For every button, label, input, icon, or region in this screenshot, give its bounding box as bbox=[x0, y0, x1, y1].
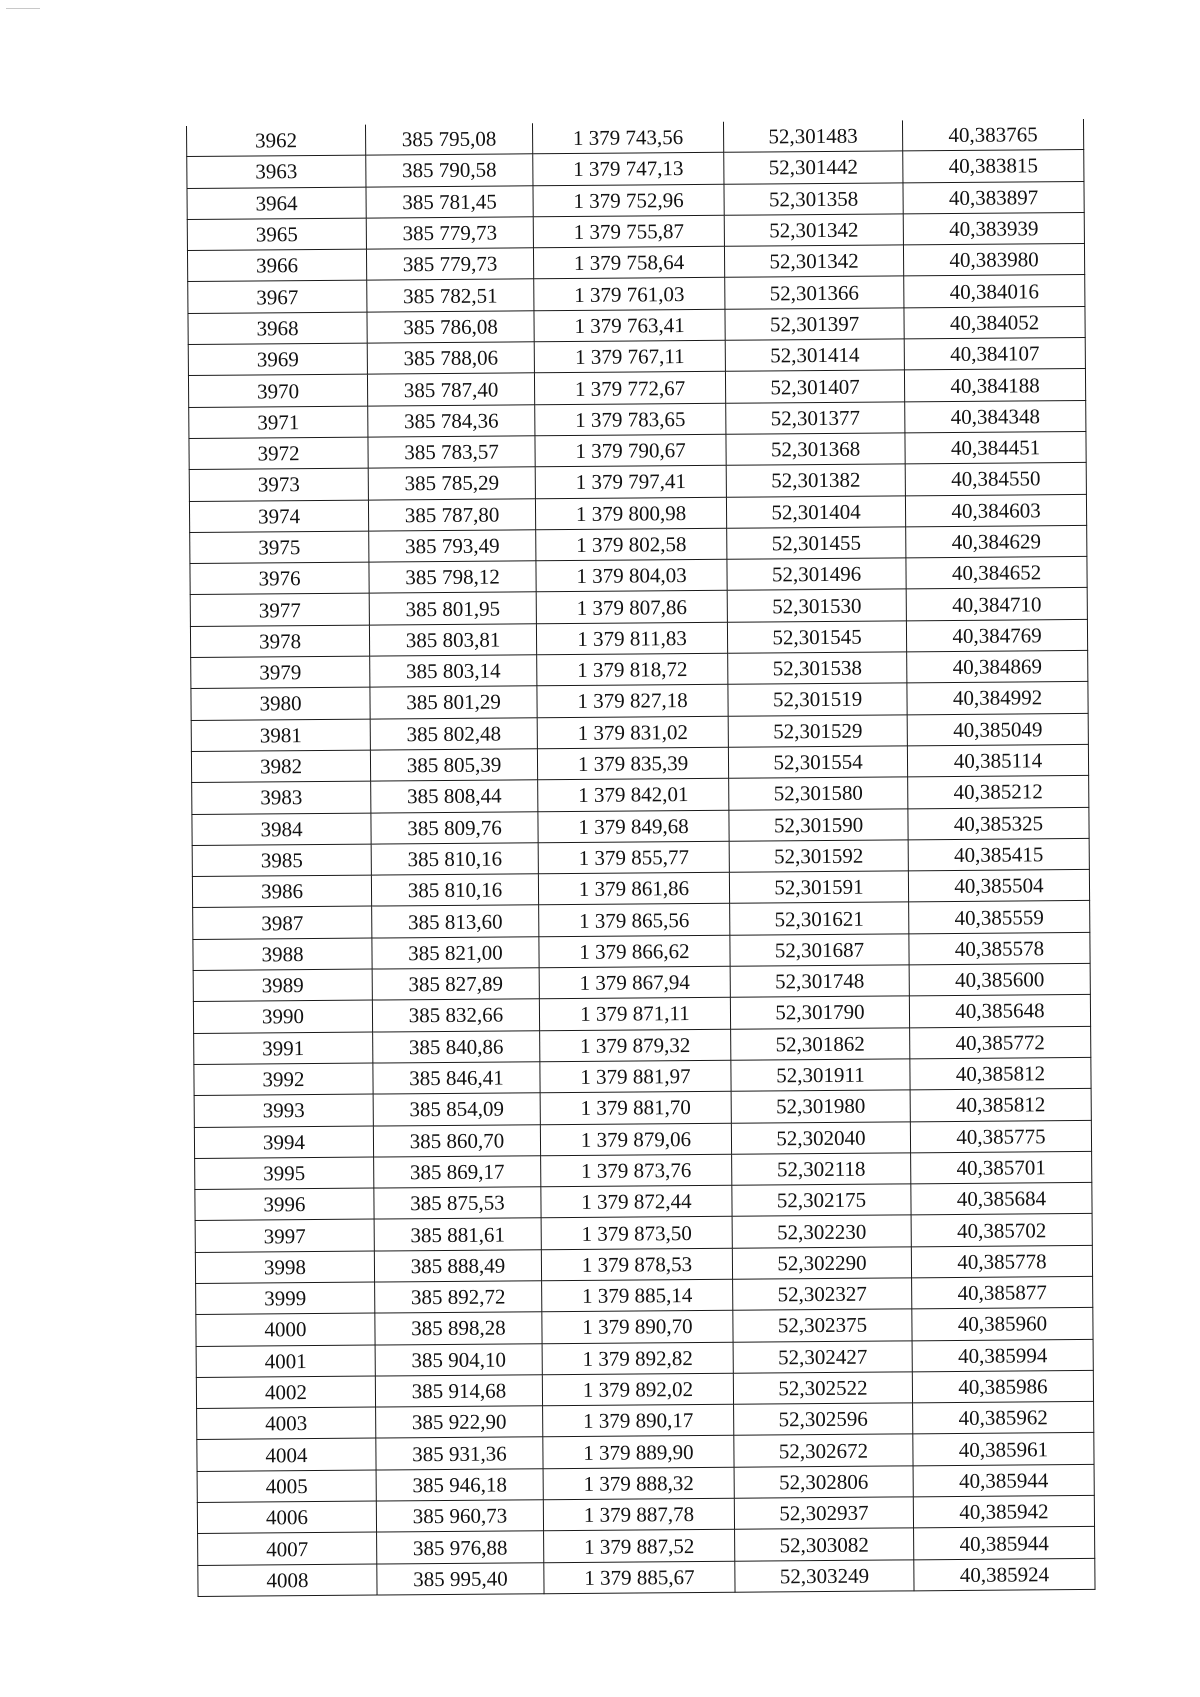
longitude-cell: 40,385944 bbox=[914, 1527, 1095, 1560]
x-coordinate-cell: 385 779,73 bbox=[366, 248, 533, 281]
x-coordinate-cell: 385 785,29 bbox=[368, 467, 535, 500]
latitude-cell: 52,301538 bbox=[728, 652, 907, 685]
coordinates-table-body bbox=[186, 119, 1095, 1596]
x-coordinate-cell: 385 781,45 bbox=[366, 185, 533, 218]
longitude-cell: 40,383897 bbox=[903, 181, 1084, 214]
point-number-cell: 3981 bbox=[191, 719, 370, 752]
latitude-cell: 52,301545 bbox=[727, 621, 906, 654]
latitude-cell: 52,301483 bbox=[723, 120, 902, 152]
x-coordinate-cell: 385 821,00 bbox=[372, 936, 539, 969]
latitude-cell: 52,302937 bbox=[734, 1497, 913, 1530]
y-coordinate-cell: 1 379 835,39 bbox=[537, 747, 728, 780]
x-coordinate-cell: 385 782,51 bbox=[367, 279, 534, 312]
y-coordinate-cell: 1 379 790,67 bbox=[535, 434, 726, 467]
longitude-cell: 40,384710 bbox=[906, 588, 1087, 621]
point-number-cell: 3987 bbox=[193, 906, 372, 939]
longitude-cell: 40,384348 bbox=[905, 400, 1086, 433]
x-coordinate-cell: 385 854,09 bbox=[373, 1093, 540, 1126]
x-coordinate-cell: 385 809,76 bbox=[371, 811, 538, 844]
x-coordinate-cell: 385 922,90 bbox=[376, 1406, 543, 1439]
latitude-cell: 52,301554 bbox=[728, 746, 907, 779]
y-coordinate-cell: 1 379 892,82 bbox=[542, 1342, 733, 1375]
longitude-cell: 40,385944 bbox=[913, 1464, 1094, 1497]
x-coordinate-cell: 385 888,49 bbox=[374, 1249, 541, 1282]
longitude-cell: 40,384869 bbox=[907, 650, 1088, 683]
y-coordinate-cell: 1 379 878,53 bbox=[541, 1248, 732, 1281]
x-coordinate-cell: 385 840,86 bbox=[373, 1030, 540, 1063]
point-number-cell: 4003 bbox=[197, 1407, 376, 1440]
longitude-cell: 40,385942 bbox=[913, 1495, 1094, 1528]
y-coordinate-cell: 1 379 855,77 bbox=[538, 841, 729, 874]
y-coordinate-cell: 1 379 865,56 bbox=[539, 904, 730, 937]
longitude-cell: 40,383765 bbox=[902, 119, 1083, 151]
x-coordinate-cell: 385 914,68 bbox=[375, 1375, 542, 1408]
point-number-cell: 3977 bbox=[190, 594, 369, 627]
longitude-cell: 40,385702 bbox=[911, 1214, 1092, 1247]
x-coordinate-cell: 385 801,95 bbox=[369, 592, 536, 625]
y-coordinate-cell: 1 379 763,41 bbox=[534, 309, 725, 342]
latitude-cell: 52,302672 bbox=[734, 1434, 913, 1467]
latitude-cell: 52,301748 bbox=[730, 965, 909, 998]
latitude-cell: 52,302375 bbox=[733, 1309, 912, 1342]
x-coordinate-cell: 385 869,17 bbox=[374, 1156, 541, 1189]
longitude-cell: 40,384652 bbox=[906, 557, 1087, 590]
x-coordinate-cell: 385 802,48 bbox=[370, 717, 537, 750]
y-coordinate-cell: 1 379 755,87 bbox=[533, 215, 724, 248]
longitude-cell: 40,384107 bbox=[904, 338, 1085, 371]
x-coordinate-cell: 385 875,53 bbox=[374, 1187, 541, 1220]
longitude-cell: 40,385772 bbox=[910, 1026, 1091, 1059]
y-coordinate-cell: 1 379 887,52 bbox=[544, 1530, 735, 1563]
longitude-cell: 40,385701 bbox=[911, 1151, 1092, 1184]
latitude-cell: 52,301862 bbox=[731, 1027, 910, 1060]
x-coordinate-cell: 385 810,16 bbox=[371, 874, 538, 907]
latitude-cell: 52,301621 bbox=[730, 902, 909, 935]
longitude-cell: 40,385415 bbox=[908, 838, 1089, 871]
point-number-cell: 3992 bbox=[194, 1063, 373, 1096]
y-coordinate-cell: 1 379 747,13 bbox=[533, 153, 724, 186]
latitude-cell: 52,303082 bbox=[735, 1528, 914, 1561]
longitude-cell: 40,385325 bbox=[908, 807, 1089, 840]
point-number-cell: 3971 bbox=[189, 406, 368, 439]
latitude-cell: 52,301911 bbox=[731, 1059, 910, 1092]
longitude-cell: 40,384629 bbox=[906, 525, 1087, 558]
x-coordinate-cell: 385 783,57 bbox=[368, 436, 535, 469]
longitude-cell: 40,385961 bbox=[913, 1433, 1094, 1466]
point-number-cell: 3980 bbox=[191, 687, 370, 720]
y-coordinate-cell: 1 379 889,90 bbox=[543, 1436, 734, 1469]
longitude-cell: 40,384451 bbox=[905, 431, 1086, 464]
y-coordinate-cell: 1 379 802,58 bbox=[536, 528, 727, 561]
x-coordinate-cell: 385 779,73 bbox=[366, 217, 533, 250]
y-coordinate-cell: 1 379 758,64 bbox=[533, 246, 724, 279]
x-coordinate-cell: 385 827,89 bbox=[372, 968, 539, 1001]
y-coordinate-cell: 1 379 879,32 bbox=[540, 1029, 731, 1062]
y-coordinate-cell: 1 379 811,83 bbox=[536, 622, 727, 655]
longitude-cell: 40,385600 bbox=[909, 963, 1090, 996]
latitude-cell: 52,302427 bbox=[733, 1340, 912, 1373]
longitude-cell: 40,385648 bbox=[909, 995, 1090, 1028]
latitude-cell: 52,301342 bbox=[724, 214, 903, 247]
longitude-cell: 40,384769 bbox=[906, 619, 1087, 652]
latitude-cell: 52,301414 bbox=[725, 339, 904, 372]
longitude-cell: 40,385212 bbox=[908, 776, 1089, 809]
longitude-cell: 40,384603 bbox=[905, 494, 1086, 527]
longitude-cell: 40,385684 bbox=[911, 1183, 1092, 1216]
point-number-cell: 3999 bbox=[196, 1282, 375, 1315]
latitude-cell: 52,301397 bbox=[725, 308, 904, 341]
point-number-cell: 3967 bbox=[188, 281, 367, 314]
y-coordinate-cell: 1 379 890,70 bbox=[542, 1311, 733, 1344]
latitude-cell: 52,301591 bbox=[729, 871, 908, 904]
longitude-cell: 40,385049 bbox=[907, 713, 1088, 746]
y-coordinate-cell: 1 379 881,70 bbox=[540, 1091, 731, 1124]
latitude-cell: 52,302290 bbox=[732, 1247, 911, 1280]
x-coordinate-cell: 385 788,06 bbox=[367, 342, 534, 375]
longitude-cell: 40,385960 bbox=[912, 1308, 1093, 1341]
longitude-cell: 40,383939 bbox=[903, 212, 1084, 245]
point-number-cell: 4004 bbox=[197, 1439, 376, 1472]
x-coordinate-cell: 385 995,40 bbox=[377, 1562, 544, 1595]
point-number-cell: 3994 bbox=[194, 1126, 373, 1159]
y-coordinate-cell: 1 379 866,62 bbox=[539, 935, 730, 968]
x-coordinate-cell: 385 813,60 bbox=[372, 905, 539, 938]
y-coordinate-cell: 1 379 818,72 bbox=[537, 653, 728, 686]
longitude-cell: 40,385986 bbox=[912, 1370, 1093, 1403]
point-number-cell: 3969 bbox=[188, 343, 367, 376]
latitude-cell: 52,301592 bbox=[729, 840, 908, 873]
point-number-cell: 3997 bbox=[195, 1219, 374, 1252]
latitude-cell: 52,301368 bbox=[726, 433, 905, 466]
longitude-cell: 40,385877 bbox=[912, 1276, 1093, 1309]
x-coordinate-cell: 385 904,10 bbox=[375, 1343, 542, 1376]
latitude-cell: 52,301790 bbox=[730, 996, 909, 1029]
latitude-cell: 52,302596 bbox=[734, 1403, 913, 1436]
point-number-cell: 3964 bbox=[187, 187, 366, 220]
latitude-cell: 52,301687 bbox=[730, 934, 909, 967]
longitude-cell: 40,383815 bbox=[903, 150, 1084, 183]
latitude-cell: 52,302040 bbox=[731, 1121, 910, 1154]
longitude-cell: 40,384052 bbox=[904, 306, 1085, 339]
x-coordinate-cell: 385 960,73 bbox=[376, 1500, 543, 1533]
x-coordinate-cell: 385 898,28 bbox=[375, 1312, 542, 1345]
x-coordinate-cell: 385 784,36 bbox=[368, 404, 535, 437]
x-coordinate-cell: 385 881,61 bbox=[374, 1218, 541, 1251]
point-number-cell: 3990 bbox=[193, 1000, 372, 1033]
longitude-cell: 40,384188 bbox=[904, 369, 1085, 402]
point-number-cell: 3984 bbox=[192, 813, 371, 846]
y-coordinate-cell: 1 379 885,14 bbox=[542, 1279, 733, 1312]
latitude-cell: 52,301366 bbox=[725, 276, 904, 309]
latitude-cell: 52,302175 bbox=[732, 1184, 911, 1217]
point-number-cell: 3989 bbox=[193, 969, 372, 1002]
x-coordinate-cell: 385 846,41 bbox=[373, 1062, 540, 1095]
y-coordinate-cell: 1 379 881,97 bbox=[540, 1060, 731, 1093]
y-coordinate-cell: 1 379 804,03 bbox=[536, 559, 727, 592]
latitude-cell: 52,302327 bbox=[733, 1278, 912, 1311]
x-coordinate-cell: 385 803,14 bbox=[370, 655, 537, 688]
point-number-cell: 3993 bbox=[194, 1094, 373, 1127]
table-row bbox=[198, 1558, 1095, 1596]
longitude-cell: 40,385559 bbox=[909, 901, 1090, 934]
point-number-cell: 4006 bbox=[197, 1501, 376, 1534]
point-number-cell: 3972 bbox=[189, 437, 368, 470]
y-coordinate-cell: 1 379 827,18 bbox=[537, 685, 728, 718]
x-coordinate-cell: 385 860,70 bbox=[373, 1124, 540, 1157]
point-number-cell: 4000 bbox=[196, 1313, 375, 1346]
point-number-cell: 4005 bbox=[197, 1470, 376, 1503]
point-number-cell: 3968 bbox=[188, 312, 367, 345]
latitude-cell: 52,301407 bbox=[725, 370, 904, 403]
latitude-cell: 52,301980 bbox=[731, 1090, 910, 1123]
latitude-cell: 52,301530 bbox=[727, 589, 906, 622]
x-coordinate-cell: 385 787,40 bbox=[367, 373, 534, 406]
latitude-cell: 52,302230 bbox=[732, 1215, 911, 1248]
y-coordinate-cell: 1 379 807,86 bbox=[536, 591, 727, 624]
point-number-cell: 3965 bbox=[187, 218, 366, 251]
latitude-cell: 52,301529 bbox=[728, 714, 907, 747]
point-number-cell: 3976 bbox=[190, 562, 369, 595]
longitude-cell: 40,384016 bbox=[904, 275, 1085, 308]
point-number-cell: 3963 bbox=[187, 155, 366, 188]
x-coordinate-cell: 385 803,81 bbox=[369, 624, 536, 657]
y-coordinate-cell: 1 379 797,41 bbox=[535, 466, 726, 499]
y-coordinate-cell: 1 379 783,65 bbox=[535, 403, 726, 436]
latitude-cell: 52,302522 bbox=[733, 1372, 912, 1405]
x-coordinate-cell: 385 798,12 bbox=[369, 561, 536, 594]
x-coordinate-cell: 385 946,18 bbox=[376, 1469, 543, 1502]
x-coordinate-cell: 385 786,08 bbox=[367, 311, 534, 344]
longitude-cell: 40,385812 bbox=[910, 1089, 1091, 1122]
y-coordinate-cell: 1 379 767,11 bbox=[534, 340, 725, 373]
longitude-cell: 40,384550 bbox=[905, 463, 1086, 496]
longitude-cell: 40,383980 bbox=[903, 244, 1084, 277]
scan-artifact-mark bbox=[6, 8, 40, 9]
y-coordinate-cell: 1 379 867,94 bbox=[539, 966, 730, 999]
x-coordinate-cell: 385 976,88 bbox=[377, 1531, 544, 1564]
latitude-cell: 52,303249 bbox=[735, 1559, 914, 1592]
latitude-cell: 52,301590 bbox=[729, 808, 908, 841]
latitude-cell: 52,301404 bbox=[726, 495, 905, 528]
point-number-cell: 3974 bbox=[189, 500, 368, 533]
x-coordinate-cell: 385 931,36 bbox=[376, 1437, 543, 1470]
point-number-cell: 3988 bbox=[193, 938, 372, 971]
latitude-cell: 52,301496 bbox=[727, 558, 906, 591]
y-coordinate-cell: 1 379 761,03 bbox=[534, 278, 725, 311]
longitude-cell: 40,385778 bbox=[911, 1245, 1092, 1278]
y-coordinate-cell: 1 379 800,98 bbox=[535, 497, 726, 530]
y-coordinate-cell: 1 379 872,44 bbox=[541, 1185, 732, 1218]
y-coordinate-cell: 1 379 873,50 bbox=[541, 1217, 732, 1250]
x-coordinate-cell: 385 795,08 bbox=[365, 123, 532, 155]
x-coordinate-cell: 385 801,29 bbox=[370, 686, 537, 719]
y-coordinate-cell: 1 379 752,96 bbox=[533, 184, 724, 217]
latitude-cell: 52,301519 bbox=[728, 683, 907, 716]
x-coordinate-cell: 385 793,49 bbox=[369, 530, 536, 563]
coordinates-table bbox=[186, 119, 1096, 1597]
point-number-cell: 3998 bbox=[195, 1251, 374, 1284]
point-number-cell: 3986 bbox=[192, 875, 371, 908]
y-coordinate-cell: 1 379 879,06 bbox=[540, 1123, 731, 1156]
point-number-cell: 3978 bbox=[190, 625, 369, 658]
point-number-cell: 3966 bbox=[187, 249, 366, 282]
y-coordinate-cell: 1 379 861,86 bbox=[538, 872, 729, 905]
longitude-cell: 40,385775 bbox=[910, 1120, 1091, 1153]
x-coordinate-cell: 385 805,39 bbox=[370, 749, 537, 782]
longitude-cell: 40,384992 bbox=[907, 682, 1088, 715]
x-coordinate-cell: 385 810,16 bbox=[371, 843, 538, 876]
point-number-cell: 3973 bbox=[189, 468, 368, 501]
longitude-cell: 40,385994 bbox=[912, 1339, 1093, 1372]
point-number-cell: 3975 bbox=[190, 531, 369, 564]
y-coordinate-cell: 1 379 890,17 bbox=[543, 1404, 734, 1437]
y-coordinate-cell: 1 379 885,67 bbox=[544, 1561, 735, 1594]
x-coordinate-cell: 385 790,58 bbox=[366, 154, 533, 187]
y-coordinate-cell: 1 379 831,02 bbox=[537, 716, 728, 749]
longitude-cell: 40,385812 bbox=[910, 1057, 1091, 1090]
point-number-cell: 4008 bbox=[198, 1564, 377, 1597]
longitude-cell: 40,385924 bbox=[914, 1558, 1095, 1591]
point-number-cell: 4002 bbox=[196, 1376, 375, 1409]
longitude-cell: 40,385578 bbox=[909, 932, 1090, 965]
point-number-cell: 3996 bbox=[195, 1188, 374, 1221]
x-coordinate-cell: 385 787,80 bbox=[368, 498, 535, 531]
latitude-cell: 52,301442 bbox=[724, 151, 903, 184]
x-coordinate-cell: 385 808,44 bbox=[371, 780, 538, 813]
point-number-cell: 3991 bbox=[194, 1032, 373, 1065]
latitude-cell: 52,301580 bbox=[729, 777, 908, 810]
point-number-cell: 3962 bbox=[186, 125, 365, 157]
point-number-cell: 3982 bbox=[191, 750, 370, 783]
y-coordinate-cell: 1 379 772,67 bbox=[534, 372, 725, 405]
y-coordinate-cell: 1 379 888,32 bbox=[543, 1467, 734, 1500]
latitude-cell: 52,301377 bbox=[726, 402, 905, 435]
y-coordinate-cell: 1 379 887,78 bbox=[543, 1498, 734, 1531]
point-number-cell: 3970 bbox=[188, 374, 367, 407]
y-coordinate-cell: 1 379 892,02 bbox=[542, 1373, 733, 1406]
y-coordinate-cell: 1 379 849,68 bbox=[538, 810, 729, 843]
latitude-cell: 52,301342 bbox=[724, 245, 903, 278]
y-coordinate-cell: 1 379 873,76 bbox=[541, 1154, 732, 1187]
x-coordinate-cell: 385 892,72 bbox=[375, 1281, 542, 1314]
y-coordinate-cell: 1 379 743,56 bbox=[532, 122, 723, 154]
y-coordinate-cell: 1 379 871,11 bbox=[539, 998, 730, 1031]
x-coordinate-cell: 385 832,66 bbox=[372, 999, 539, 1032]
point-number-cell: 3983 bbox=[192, 781, 371, 814]
y-coordinate-cell: 1 379 842,01 bbox=[538, 778, 729, 811]
point-number-cell: 4001 bbox=[196, 1345, 375, 1378]
latitude-cell: 52,301455 bbox=[727, 527, 906, 560]
point-number-cell: 3985 bbox=[192, 844, 371, 877]
longitude-cell: 40,385114 bbox=[907, 744, 1088, 777]
longitude-cell: 40,385962 bbox=[913, 1402, 1094, 1435]
point-number-cell: 4007 bbox=[198, 1532, 377, 1565]
latitude-cell: 52,301382 bbox=[726, 464, 905, 497]
longitude-cell: 40,385504 bbox=[908, 870, 1089, 903]
point-number-cell: 3995 bbox=[195, 1157, 374, 1190]
latitude-cell: 52,302118 bbox=[732, 1153, 911, 1186]
latitude-cell: 52,302806 bbox=[734, 1466, 913, 1499]
point-number-cell: 3979 bbox=[191, 656, 370, 689]
latitude-cell: 52,301358 bbox=[724, 182, 903, 215]
